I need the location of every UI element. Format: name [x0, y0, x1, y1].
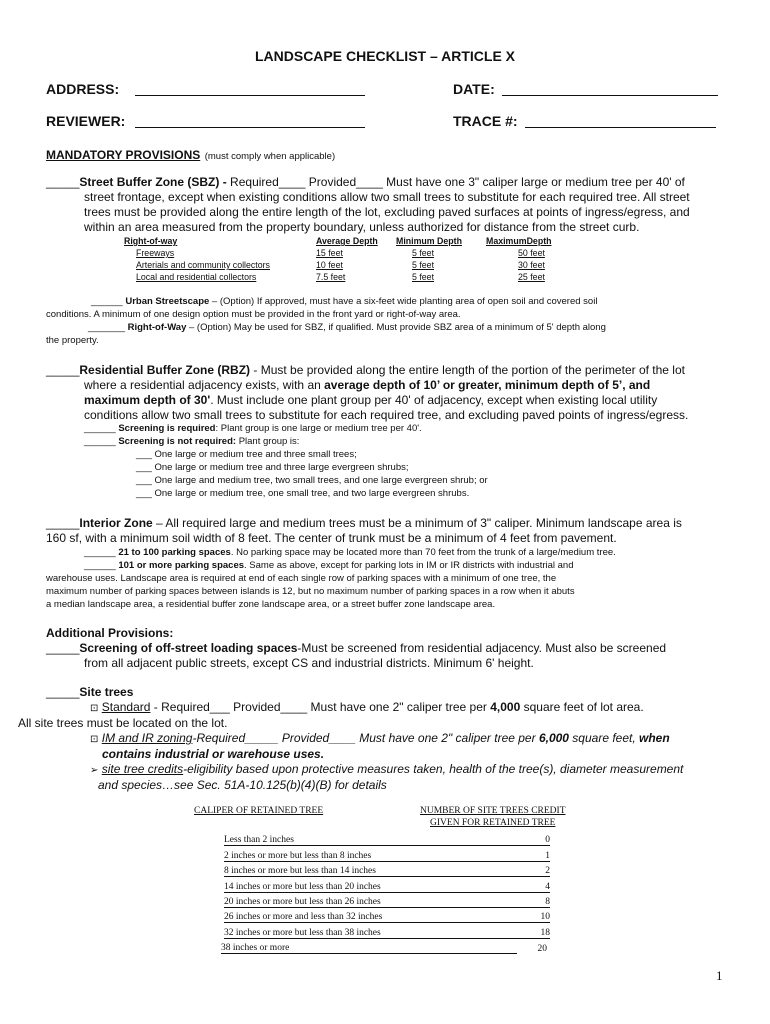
credit-count-cell: 4 [520, 882, 550, 893]
date-input-line[interactable] [502, 83, 718, 96]
sbz-cell: 5 feet [412, 248, 435, 258]
sbz-col-max: MaximumDepth [486, 236, 552, 246]
im-label: IM and IR zoning [101, 731, 193, 745]
credit-count-cell: 10 [520, 912, 550, 923]
rbz-line2-bold: average depth of 10’ or greater, minimum depth of 5’, and [324, 378, 651, 392]
loading-line1: -Must be screened from residential adjacency. Must also be screened [297, 641, 667, 655]
sbz-title: Street Buffer Zone (SBZ) - [79, 175, 227, 189]
im-checkbox-icon[interactable]: ⊡ [90, 734, 99, 745]
list-item[interactable]: ___ One large and medium tree, two small trees, and one large evergreen shrub; or [136, 475, 488, 486]
table-row [194, 923, 584, 938]
standard-text: - Required___ Provided____ Must have one 2" caliper tree per [150, 700, 491, 714]
mandatory-note: (must comply when applicable) [204, 151, 336, 162]
standard-text-post: square feet of lot area. [520, 700, 644, 714]
rbz-line3-rest: . Must include one plant group per 40' of adjacency, except when existing local utility [210, 393, 658, 407]
p101-line3: maximum number of parking spaces between islands is 12, but no maximum number of parking spaces in a row when it abuts [46, 586, 575, 597]
im-line2: contains industrial or warehouse uses. [102, 747, 325, 761]
credit-count-cell: 18 [520, 928, 550, 939]
list-item[interactable]: ___ One large or medium tree and three large evergreen shrubs; [136, 462, 409, 473]
rbz-check-blank[interactable]: _____ [46, 363, 80, 377]
credit-col2-header-2: GIVEN FOR RETAINED TREE [430, 818, 556, 828]
table-row [194, 939, 584, 954]
credit-caliper-cell: 20 inches or more but less than 26 inches [224, 897, 520, 908]
sbz-check-blank[interactable]: _____ [46, 175, 80, 189]
sbz-cell: 5 feet [412, 260, 435, 270]
urban-text: – (Option) If approved, must have a six-feet wide planting area of open soil and covered soil [209, 296, 598, 307]
credit-col1-header: CALIPER OF RETAINED TREE [194, 806, 324, 816]
credit-table [194, 806, 584, 954]
credit-caliper-cell: 8 inches or more but less than 14 inches [224, 866, 520, 877]
sbz-col-row: Right-of-way [124, 236, 178, 246]
reviewer-field[interactable] [46, 113, 125, 129]
sbz-cell: 15 feet [316, 248, 343, 258]
p101-line2: warehouse uses. Landscape area is required at end of each single row of parking spaces with a minimum of one tree, the [46, 573, 557, 584]
list-item[interactable]: ___ One large or medium tree and three small trees; [136, 449, 357, 460]
interior-section [46, 516, 736, 546]
rbz-screening [84, 422, 744, 500]
credit-label[interactable]: site tree credits [101, 762, 184, 776]
sbz-table-header [124, 235, 564, 247]
sbz-cell: 7.5 feet [316, 272, 346, 282]
screen-not-text: Plant group is: [236, 436, 300, 447]
urban-title: Urban Streetscape [125, 296, 210, 307]
interior-parking [46, 546, 746, 611]
rbz-section [46, 363, 736, 423]
loading-check-blank[interactable]: _____ [46, 641, 80, 655]
site-trees-section [18, 685, 736, 793]
reviewer-label: REVIEWER: [46, 113, 126, 129]
list-item[interactable]: ___ One large or medium tree, one small tree, and two large evergreen shrubs. [136, 488, 470, 499]
interior-line1: – All required large and medium trees must be a minimum of 3" caliper. Minimum landscape area is [152, 516, 682, 530]
sbz-line1: Must have one 3" caliper large or medium tree per 40' of [382, 175, 685, 189]
table-row [194, 846, 584, 861]
table-row [194, 862, 584, 877]
sbz-depth-table [124, 235, 564, 283]
row-text: – (Option) May be used for SBZ, if qualified. Must provide SBZ area of a minimum of 5' depth along [186, 322, 606, 333]
table-row [194, 893, 584, 908]
sbz-col-avg: Average Depth [316, 236, 378, 246]
im-text-post: square feet, [568, 731, 640, 745]
table-row [194, 908, 584, 923]
trace-input-line[interactable] [525, 115, 716, 128]
im-bold: 6,000 [538, 731, 569, 745]
sbz-cell: 10 feet [316, 260, 343, 270]
trace-label: TRACE #: [453, 113, 518, 129]
p21-title: 21 to 100 parking spaces [118, 547, 231, 558]
urban-blank[interactable]: ______ [91, 296, 123, 307]
additional-section [46, 626, 736, 671]
p101-title: 101 or more parking spaces [118, 560, 245, 571]
p101-text: . Same as above, except for parking lots in IM or IR districts with industrial and [244, 560, 574, 571]
rbz-line1: - Must be provided along the entire length of the portion of the perimeter of the lot [250, 363, 685, 377]
sbz-cell: 25 feet [518, 272, 545, 282]
table-row [124, 259, 564, 271]
mandatory-heading [46, 146, 335, 164]
p21-text: . No parking space may be located more than 70 feet from the trunk of a large/medium tree. [230, 547, 616, 558]
trace-field[interactable] [453, 113, 518, 129]
table-row [124, 271, 564, 283]
sbz-line3: trees must be provided along the entire length of the lot, excluding paved surfaces at points of ingress/egress, and [84, 205, 690, 219]
sbz-cell: Arterials and community collectors [136, 260, 270, 270]
reviewer-input-line[interactable] [135, 115, 365, 128]
rbz-title: Residential Buffer Zone (RBZ) [79, 363, 251, 377]
credit-caliper-cell: Less than 2 inches [224, 835, 520, 846]
credit-count-cell: 8 [520, 897, 550, 908]
additional-heading: Additional Provisions: [46, 626, 174, 640]
sbz-options [46, 295, 746, 347]
sbz-cell: 5 feet [412, 272, 435, 282]
im-bold2: when [639, 731, 670, 745]
row-text-2: the property. [46, 335, 99, 346]
credit-count-cell: 1 [520, 851, 550, 862]
sbz-cell: Freeways [136, 248, 175, 258]
sbz-line2: street frontage, except when existing conditions allow two small trees to substitute for each required tree. All street [84, 190, 690, 204]
sbz-col-min: Minimum Depth [396, 236, 462, 246]
credit-caliper-cell: 32 inches or more but less than 38 inches [224, 928, 520, 939]
p101-blank[interactable]: ______ [84, 560, 116, 571]
screen-not-blank[interactable]: ______ [84, 436, 116, 447]
site-trees-title: Site trees [79, 685, 134, 699]
credit-caliper-cell: 2 inches or more but less than 8 inches [224, 851, 520, 862]
rbz-line4: conditions allow two small trees to substitute for each required tree, and excluding paved points of ingress/egress. [84, 408, 689, 422]
standard-bold: 4,000 [490, 700, 521, 714]
credit-text: -eligibility based upon protective measures taken, health of the tree(s), diameter measurement [183, 762, 684, 776]
sbz-cell: 30 feet [518, 260, 545, 270]
interior-title: Interior Zone [79, 516, 153, 530]
sbz-cell: Local and residential collectors [136, 272, 257, 282]
im-text: -Required_____ Provided____ Must have one 2" caliper tree per [192, 731, 539, 745]
credit-caliper-cell: 38 inches or more [221, 943, 517, 954]
date-label: DATE: [453, 81, 495, 97]
table-row [194, 877, 584, 892]
address-input-line[interactable] [135, 83, 365, 96]
credit-count-cell: 2 [520, 866, 550, 877]
loading-line2: from all adjacent public streets, except CS and industrial districts. Minimum 6' height. [84, 656, 534, 670]
credit-count-cell: 20 [537, 944, 547, 955]
credit-caliper-cell: 14 inches or more but less than 20 inches [224, 882, 520, 893]
sbz-required-provided[interactable]: Required____ Provided____ [226, 175, 383, 189]
credit-count-cell: 0 [520, 835, 550, 846]
screen-not-title: Screening is not required: [118, 436, 237, 447]
page-number: 1 [716, 968, 723, 983]
interior-line2: 160 sf, with a minimum soil width of 8 feet. The center of trunk must be a minimum of 4 feet from pavement. [46, 531, 617, 545]
address-field[interactable] [46, 81, 119, 97]
row-blank[interactable]: _______ [88, 322, 125, 333]
standard-label: Standard [101, 700, 151, 714]
p101-line4: a median landscape area, a residential buffer zone landscape area, or a street buffer zone landscape area. [46, 599, 496, 610]
table-row [194, 831, 584, 846]
table-row [124, 247, 564, 259]
rbz-line2-pre: where a residential adjacency exists, with an [84, 378, 325, 392]
sbz-cell: 50 feet [518, 248, 545, 258]
mandatory-title: MANDATORY PROVISIONS [46, 148, 201, 162]
date-field[interactable] [453, 81, 495, 97]
urban-text-2: conditions. A minimum of one design option must be provided in the front yard or right-of-way area. [46, 309, 461, 320]
credit-caliper-cell: 26 inches or more and less than 32 inches [224, 912, 520, 923]
credit-line2: and species…see Sec. 51A-10.125(b)(4)(B) for details [98, 778, 387, 792]
standard-checkbox-icon[interactable]: ⊡ [90, 703, 99, 714]
screen-req-title: Screening is required [118, 423, 216, 434]
screen-req-blank[interactable]: ______ [84, 423, 116, 434]
loading-title: Screening of off-street loading spaces [79, 641, 298, 655]
credit-rows [194, 831, 584, 954]
credit-col2-header: NUMBER OF SITE TREES CREDIT [420, 806, 566, 816]
page-title: LANDSCAPE CHECKLIST – ARTICLE X [254, 48, 516, 64]
row-title: Right-of-Way [127, 322, 187, 333]
address-label: ADDRESS: [46, 81, 120, 97]
screen-req-text: : Plant group is one large or medium tree per 40'. [215, 423, 422, 434]
sbz-line4: within an area measured from the property boundary, unless authorized for distance from the street curb. [84, 220, 640, 234]
all-site-trees-line: All site trees must be located on the lot. [18, 716, 228, 730]
p21-blank[interactable]: ______ [84, 547, 116, 558]
arrow-bullet-icon: ➢ [90, 765, 99, 776]
sbz-section [46, 175, 736, 235]
site-trees-check-blank[interactable]: _____ [46, 685, 80, 699]
rbz-line3-bold: maximum depth of 30' [84, 393, 211, 407]
interior-check-blank[interactable]: _____ [46, 516, 80, 530]
